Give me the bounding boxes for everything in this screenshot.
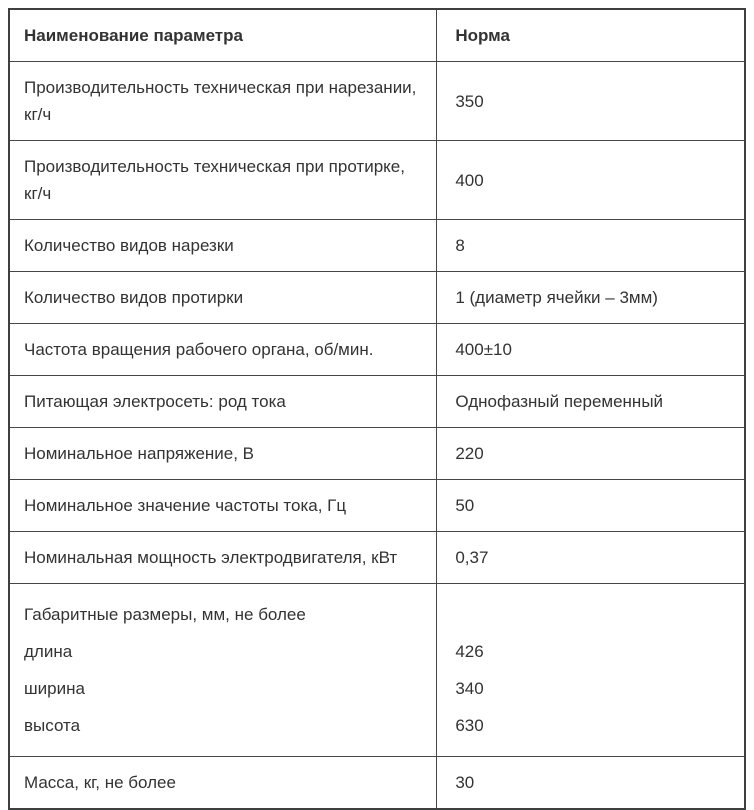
- param-cell: Производительность техническая при протирке, кг/ч: [9, 141, 437, 220]
- table-row: [9, 220, 745, 272]
- table-row: [9, 480, 745, 532]
- param-cell: Масса, кг, не более: [9, 757, 437, 810]
- table-row: [9, 141, 745, 220]
- column-header-norm: Норма: [437, 9, 745, 62]
- table-row: [9, 428, 745, 480]
- param-cell: Количество видов нарезки: [9, 220, 437, 272]
- spacer-line: [455, 601, 730, 628]
- value-cell: Однофазный переменный: [437, 376, 745, 428]
- value-cell: 8: [437, 220, 745, 272]
- dimension-value-length: 426: [455, 642, 484, 661]
- param-cell: Номинальная мощность электродвигателя, кВт: [9, 532, 437, 584]
- param-cell: Частота вращения рабочего органа, об/мин.: [9, 324, 437, 376]
- value-cell: 350: [437, 62, 745, 141]
- table-row: [9, 272, 745, 324]
- value-cell: 0,37: [437, 532, 745, 584]
- value-cell: 1 (диаметр ячейки – 3мм): [437, 272, 745, 324]
- table-row-dimensions: [9, 584, 745, 757]
- dimension-label-width: ширина: [24, 679, 85, 698]
- param-cell: Номинальное значение частоты тока, Гц: [9, 480, 437, 532]
- table-row: [9, 62, 745, 141]
- column-header-parameter: Наименование параметра: [9, 9, 437, 62]
- dimension-label-height: высота: [24, 716, 81, 735]
- header-row: [9, 9, 745, 62]
- value-cell: 30: [437, 757, 745, 810]
- specifications-table: [8, 8, 746, 810]
- table-row: [9, 532, 745, 584]
- table-body: [9, 62, 745, 810]
- value-cell: 50: [437, 480, 745, 532]
- param-cell: Питающая электросеть: род тока: [9, 376, 437, 428]
- dimension-value-height: 630: [455, 716, 484, 735]
- table-header: [9, 9, 745, 62]
- value-cell: 400: [437, 141, 745, 220]
- dimension-value-width: 340: [455, 679, 484, 698]
- table-row: [9, 324, 745, 376]
- value-cell: 220: [437, 428, 745, 480]
- dimension-label-length: длина: [24, 642, 73, 661]
- value-cell: 400±10: [437, 324, 745, 376]
- table-row: [9, 757, 745, 810]
- table-row: [9, 376, 745, 428]
- dimensions-title: Габаритные размеры, мм, не более: [24, 605, 306, 624]
- param-cell: [9, 584, 437, 757]
- value-cell: [437, 584, 745, 757]
- param-cell: Номинальное напряжение, В: [9, 428, 437, 480]
- param-cell: Производительность техническая при нарезании, кг/ч: [9, 62, 437, 141]
- param-cell: Количество видов протирки: [9, 272, 437, 324]
